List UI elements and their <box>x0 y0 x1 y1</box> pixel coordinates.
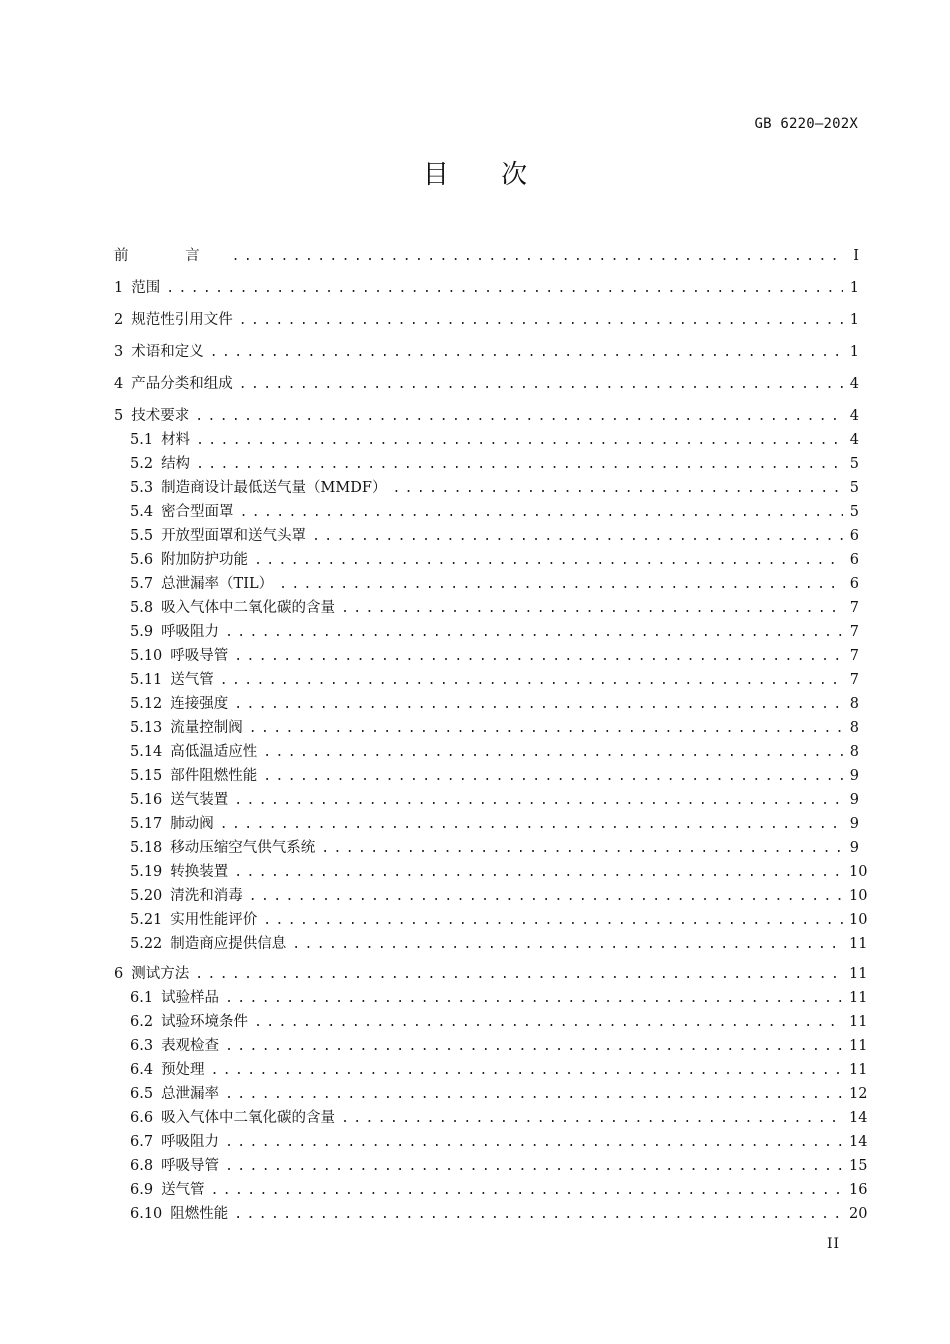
toc-entry-label: 结构 <box>161 456 191 472</box>
toc-entry-number: 5.19 <box>130 864 163 880</box>
toc-leader-dots <box>234 645 843 669</box>
toc-entry-label: 制造商设计最低送气量（MMDF） <box>161 480 387 496</box>
toc-entry-number: 6.6 <box>130 1110 154 1126</box>
toc-entry[interactable] <box>130 596 859 620</box>
toc-entry-label: 肺动阀 <box>170 816 214 832</box>
toc-leader-dots <box>225 987 843 1011</box>
toc-entry-page: 11 <box>849 966 868 982</box>
toc-entry[interactable] <box>114 276 859 300</box>
toc-entry[interactable] <box>130 740 859 764</box>
toc-entry-page: 11 <box>849 990 868 1006</box>
toc-entry[interactable] <box>114 340 859 364</box>
toc-entry-page: 20 <box>849 1206 868 1222</box>
toc-entry-label: 预处理 <box>161 1062 205 1078</box>
toc-entry-page: 5 <box>849 504 859 520</box>
toc-entry-label: 前 言 <box>114 248 226 264</box>
toc-entry-page: 8 <box>849 744 859 760</box>
toc-entry-page: 4 <box>849 432 859 448</box>
toc-entry-label: 试验环境条件 <box>161 1014 249 1030</box>
toc-leader-dots <box>195 963 843 987</box>
toc-leader-dots <box>254 549 843 573</box>
toc-leader-dots <box>292 933 843 957</box>
toc-entry-number: 5.4 <box>130 504 154 520</box>
toc-entry-label: 高低温适应性 <box>170 744 258 760</box>
toc-entry-label: 开放型面罩和送气头罩 <box>161 528 307 544</box>
toc-entry-page: 11 <box>849 1062 868 1078</box>
toc-leader-dots <box>210 341 843 365</box>
toc-entry-page: 10 <box>849 864 868 880</box>
toc-entry-page: 1 <box>849 344 859 360</box>
toc-entry-number: 2 <box>114 312 124 328</box>
toc-entry[interactable] <box>130 1178 868 1202</box>
toc-entry-page: 16 <box>849 1182 868 1198</box>
toc-entry[interactable] <box>114 372 859 396</box>
toc-leader-dots <box>225 1131 843 1155</box>
toc-entry[interactable] <box>130 548 859 572</box>
toc-entry-page: 9 <box>849 816 859 832</box>
toc-leader-dots <box>234 693 843 717</box>
toc-entry[interactable] <box>130 428 859 452</box>
toc-entry[interactable] <box>130 1130 868 1154</box>
toc-leader-dots <box>239 373 843 397</box>
toc-leader-dots <box>321 837 843 861</box>
page-number: II <box>826 1236 840 1252</box>
toc-leader-dots <box>225 1035 843 1059</box>
toc-entry-label: 呼吸阻力 <box>161 624 220 640</box>
toc-entry-number: 5.2 <box>130 456 154 472</box>
toc-entry-label: 呼吸导管 <box>170 648 229 664</box>
toc-entry-number: 6.5 <box>130 1086 154 1102</box>
toc-entry-number: 6.7 <box>130 1134 154 1150</box>
toc-entry-label: 吸入气体中二氧化碳的含量 <box>161 600 336 616</box>
toc-entry-page: 4 <box>849 376 859 392</box>
toc-entry[interactable] <box>130 476 859 500</box>
toc-entry[interactable] <box>130 692 859 716</box>
toc-entry-number: 5.22 <box>130 936 163 952</box>
toc-entry-number: 5.3 <box>130 480 154 496</box>
toc-entry-number: 5.14 <box>130 744 163 760</box>
toc-entry[interactable] <box>130 500 859 524</box>
toc-entry-page: 8 <box>849 720 859 736</box>
toc-leader-dots <box>341 597 843 621</box>
toc-leader-dots <box>240 501 843 525</box>
toc-leader-dots <box>263 765 843 789</box>
toc-entry-number: 5.18 <box>130 840 163 856</box>
toc-entry-label: 规范性引用文件 <box>131 312 233 328</box>
toc-entry-label: 表观检查 <box>161 1038 220 1054</box>
toc-entry-number: 5.21 <box>130 912 163 928</box>
toc-entry[interactable] <box>130 884 868 908</box>
toc-entry-label: 阻燃性能 <box>170 1206 229 1222</box>
toc-entry-number: 5.20 <box>130 888 163 904</box>
toc-entry-page: 11 <box>849 1014 868 1030</box>
toc-leader-dots <box>196 429 843 453</box>
toc-leader-dots <box>220 813 843 837</box>
toc-entry-number: 5.5 <box>130 528 154 544</box>
toc-entry[interactable] <box>130 1082 868 1106</box>
toc-entry-label: 呼吸导管 <box>161 1158 220 1174</box>
toc-entry-label: 制造商应提供信息 <box>170 936 287 952</box>
toc-leader-dots <box>392 477 843 501</box>
toc-entry-label: 部件阻燃性能 <box>170 768 258 784</box>
toc-entry-number: 5.15 <box>130 768 163 784</box>
toc-entry-page: 7 <box>849 600 859 616</box>
toc-entry-label: 密合型面罩 <box>161 504 234 520</box>
toc-entry[interactable] <box>130 836 859 860</box>
toc-entry-number: 5.16 <box>130 792 163 808</box>
toc-entry-page: 11 <box>849 936 868 952</box>
toc-entry-label: 总泄漏率（TIL） <box>161 576 274 592</box>
toc-entry[interactable] <box>130 452 859 476</box>
toc-entry-label: 流量控制阀 <box>170 720 243 736</box>
toc-entry-number: 5 <box>114 408 124 424</box>
toc-entry-page: 10 <box>849 888 868 904</box>
toc-leader-dots <box>341 1107 843 1131</box>
toc-entry-label: 测试方法 <box>131 966 190 982</box>
toc-entry-number: 5.6 <box>130 552 154 568</box>
toc-entry[interactable] <box>130 764 859 788</box>
toc-entry-page: 9 <box>849 792 859 808</box>
toc-entry-number: 5.12 <box>130 696 163 712</box>
toc-entry-page: 6 <box>849 528 859 544</box>
toc-entry-page: 4 <box>849 408 859 424</box>
toc-entry-number: 6.10 <box>130 1206 163 1222</box>
toc-entry[interactable] <box>130 986 868 1010</box>
toc-entry-number: 6.8 <box>130 1158 154 1174</box>
toc-entry[interactable] <box>130 932 868 956</box>
toc-entry-number: 6.4 <box>130 1062 154 1078</box>
toc-entry-label: 技术要求 <box>131 408 190 424</box>
toc-entry[interactable] <box>130 524 859 548</box>
toc-leader-dots <box>263 909 843 933</box>
toc-entry-page: 7 <box>849 672 859 688</box>
toc-leader-dots <box>239 309 843 333</box>
toc-entry-number: 6.2 <box>130 1014 154 1030</box>
toc-leader-dots <box>225 621 843 645</box>
toc-entry-page: 7 <box>849 648 859 664</box>
toc-entry[interactable] <box>114 244 859 268</box>
toc-entry-label: 范围 <box>131 280 161 296</box>
toc-leader-dots <box>220 669 843 693</box>
standard-code: GB 6220—202X <box>754 116 858 132</box>
toc-leader-dots <box>234 789 843 813</box>
toc-entry-page: 14 <box>849 1110 868 1126</box>
toc-leader-dots <box>225 1083 843 1107</box>
toc-leader-dots <box>249 885 843 909</box>
toc-entry-label: 材料 <box>161 432 191 448</box>
toc-entry-number: 5.10 <box>130 648 163 664</box>
toc-entry-page: 5 <box>849 480 859 496</box>
toc-entry[interactable] <box>130 1010 868 1034</box>
toc-entry[interactable] <box>114 308 859 332</box>
toc-entry-page: 1 <box>849 280 859 296</box>
toc-entry-number: 6.9 <box>130 1182 154 1198</box>
toc-entry-label: 产品分类和组成 <box>131 376 233 392</box>
toc-entry-page: 7 <box>849 624 859 640</box>
toc-leader-dots <box>263 741 843 765</box>
toc-entry-number: 5.1 <box>130 432 154 448</box>
toc-entry-number: 4 <box>114 376 124 392</box>
toc-entry-page: 6 <box>849 576 859 592</box>
toc-entry-number: 5.9 <box>130 624 154 640</box>
toc-entry[interactable] <box>130 1202 868 1226</box>
toc-entry-label: 吸入气体中二氧化碳的含量 <box>161 1110 336 1126</box>
toc-leader-dots <box>254 1011 843 1035</box>
toc-leader-dots <box>249 717 843 741</box>
toc-entry-page: 9 <box>849 768 859 784</box>
toc-entry[interactable] <box>130 644 859 668</box>
toc-entry-number: 5.11 <box>130 672 163 688</box>
toc-entry-label: 总泄漏率 <box>161 1086 220 1102</box>
toc-entry[interactable] <box>130 1154 868 1178</box>
toc-entry[interactable] <box>114 962 868 986</box>
toc-leader-dots <box>196 453 843 477</box>
toc-entry-page: 5 <box>849 456 859 472</box>
toc-entry[interactable] <box>130 572 859 596</box>
toc-entry-label: 送气装置 <box>170 792 229 808</box>
toc-entry-page: I <box>853 248 859 264</box>
toc-entry-label: 呼吸阻力 <box>161 1134 220 1150</box>
toc-entry-number: 6 <box>114 966 124 982</box>
toc-entry[interactable] <box>130 812 859 836</box>
toc-entry-number: 5.17 <box>130 816 163 832</box>
toc-entry-page: 10 <box>849 912 868 928</box>
toc-entry-number: 6.3 <box>130 1038 154 1054</box>
toc-entry-page: 14 <box>849 1134 868 1150</box>
toc-entry-label: 送气管 <box>170 672 214 688</box>
toc-entry[interactable] <box>130 620 859 644</box>
toc-entry[interactable] <box>130 716 859 740</box>
toc-entry-page: 11 <box>849 1038 868 1054</box>
toc-entry[interactable] <box>130 860 868 884</box>
toc-entry-page: 1 <box>849 312 859 328</box>
toc-entry-number: 1 <box>114 280 124 296</box>
toc-entry-label: 连接强度 <box>170 696 229 712</box>
toc-leader-dots <box>234 1203 843 1227</box>
page-title: 目 次 <box>422 160 550 190</box>
toc-leader-dots <box>232 245 843 269</box>
toc-leader-dots <box>234 861 843 885</box>
toc-entry-page: 6 <box>849 552 859 568</box>
toc-entry-number: 5.7 <box>130 576 154 592</box>
toc-entry-page: 15 <box>849 1158 868 1174</box>
toc-entry-page: 9 <box>849 840 859 856</box>
toc-leader-dots <box>312 525 843 549</box>
toc-entry-label: 送气管 <box>161 1182 205 1198</box>
toc-entry[interactable] <box>130 1106 868 1130</box>
toc-entry-label: 移动压缩空气供气系统 <box>170 840 316 856</box>
toc-entry-label: 转换装置 <box>170 864 229 880</box>
toc-entry[interactable] <box>130 668 859 692</box>
toc-entry-page: 8 <box>849 696 859 712</box>
toc-entry[interactable] <box>130 788 859 812</box>
toc-entry[interactable] <box>130 1034 868 1058</box>
toc-leader-dots <box>166 277 843 301</box>
toc-entry-page: 12 <box>849 1086 868 1102</box>
toc-entry-label: 实用性能评价 <box>170 912 258 928</box>
toc-entry[interactable] <box>114 404 859 428</box>
toc-entry-number: 6.1 <box>130 990 154 1006</box>
toc-entry-label: 术语和定义 <box>131 344 204 360</box>
toc-leader-dots <box>279 573 843 597</box>
toc-entry-label: 试验样品 <box>161 990 220 1006</box>
toc-leader-dots <box>211 1179 843 1203</box>
toc-entry-number: 5.8 <box>130 600 154 616</box>
toc-entry[interactable] <box>130 908 868 932</box>
toc-entry[interactable] <box>130 1058 868 1082</box>
toc-entry-number: 3 <box>114 344 124 360</box>
toc-leader-dots <box>195 405 843 429</box>
toc-entry-label: 清洗和消毒 <box>170 888 243 904</box>
toc-entry-label: 附加防护功能 <box>161 552 249 568</box>
toc-leader-dots <box>225 1155 843 1179</box>
toc-leader-dots <box>211 1059 843 1083</box>
toc-entry-number: 5.13 <box>130 720 163 736</box>
